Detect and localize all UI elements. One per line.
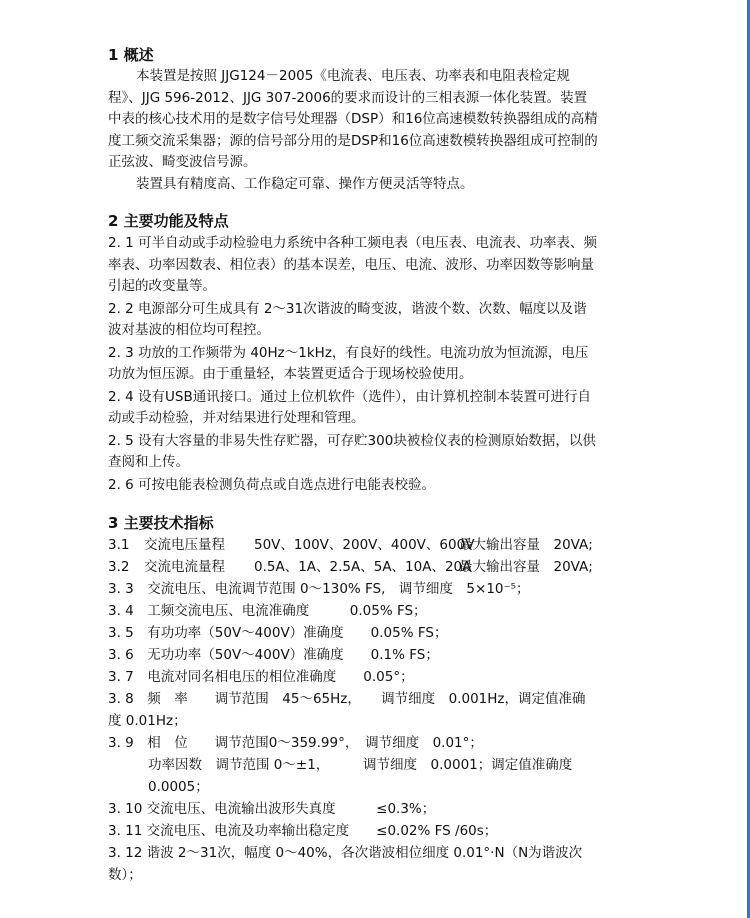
spec-line: 3. 3 交流电压、电流调节范围 0～130% FS, 调节细度 5×10⁻⁵； — [108, 581, 530, 597]
section-1-title: 1 概述 — [108, 46, 154, 64]
section-features — [108, 210, 598, 496]
spec-line: 3. 9 相 位 调节范围0～359.99°， 调节细度 0.01°； — [108, 735, 483, 751]
spec-line: 3. 5 有功功率（50V～400V）准确度 0.05% FS； — [108, 625, 448, 641]
document-content — [108, 44, 598, 886]
spec-line: 3. 10 交流电压、电流输出波形失真度 ≤0.3%； — [108, 801, 436, 817]
section-specs — [108, 512, 598, 886]
spec-line: 3. 8 频 率 调节范围 45～65Hz， 调节细度 0.001Hz，调定值准确度 0.01Hz； — [108, 691, 586, 729]
spec-extra: 最大输出容量 20VA; — [459, 537, 593, 553]
spec-row-voltage-range — [108, 534, 598, 556]
spec-value: 0.5A、1A、2.5A、5A、10A、20A — [254, 559, 472, 575]
spec-number: 3.1 — [108, 537, 130, 553]
spec-extra: 最大输出容量 20VA; — [459, 559, 593, 575]
feature-item: 2. 6 可按电能表检测负荷点或自选点进行电能表校验。 — [108, 476, 436, 493]
section-overview — [108, 44, 598, 195]
overview-paragraph-1: 本装置是按照 JJG124－2005《电流表、电压表、功率表和电阻表检定规程》、JJG 596-2012、JJG 307-2006的要求而设计的三相表源一体化装置。装置中表的核心技术用的是数字信号处理器（DSP）和16位高速模数转换器组成的高精度工频交流采集器；源的信号部分用的是DSP和16位高速数模转换器组成可控制的正弦波、畸变波信号源。 — [108, 68, 598, 170]
spec-number: 3.2 — [108, 559, 130, 575]
spec-name: 交流电流量程 — [144, 559, 225, 575]
feature-item: 2. 4 设有USB通讯接口。通过上位机软件（选件），由计算机控制本装置可进行自动或手动检验，并对结果进行处理和管理。 — [108, 388, 592, 426]
feature-item: 2. 5 设有大容量的非易失性存贮器，可存贮300块被检仪表的检测原始数据，以供查阅和上传。 — [108, 432, 596, 470]
spec-row-current-range — [108, 556, 598, 578]
spec-name: 交流电压量程 — [144, 537, 225, 553]
feature-item: 2. 1 可半自动或手动检验电力系统中各种工频电表（电压表、电流表、功率表、频率表、功率因数表、相位表）的基本误差，电压、电流、波形、功率因数等影响量引起的改变量等。 — [108, 235, 598, 294]
section-3-title: 3 主要技术指标 — [108, 514, 214, 532]
spec-value: 50V、100V、200V、400V、600V — [254, 537, 475, 553]
feature-item: 2. 2 电源部分可生成具有 2～31次谐波的畸变波，谐波个数、次数、幅度以及谐波对基波的相位均可程控。 — [108, 300, 587, 338]
overview-paragraph-2: 装置具有精度高、工作稳定可靠、操作方便灵活等特点。 — [136, 175, 474, 192]
spec-line: 3. 11 交流电压、电流及功率输出稳定度 ≤0.02% FS /60s； — [108, 823, 498, 839]
spec-line-power-factor: 功率因数 调节范围 0～±1， 调节细度 0.0001；调定值准确度 0.0005； — [148, 757, 573, 795]
spec-line: 3. 4 工频交流电压、电流准确度 0.05% FS； — [108, 603, 427, 619]
section-2-title: 2 主要功能及特点 — [108, 212, 229, 230]
feature-item: 2. 3 功放的工作频带为 40Hz～1kHz，有良好的线性。电流功放为恒流源，电压功放为恒压源。由于重量轻，本装置更适合于现场校验使用。 — [108, 344, 589, 382]
spec-line: 3. 6 无功功率（50V～400V）准确度 0.1% FS； — [108, 647, 439, 663]
spec-line: 3. 12 谐波 2～31次，幅度 0～40%，各次谐波相位细度 0.01°·N（N为谐波次数）； — [108, 845, 583, 883]
spec-line: 3. 7 电流对同名相电压的相位准确度 0.05°； — [108, 669, 414, 685]
